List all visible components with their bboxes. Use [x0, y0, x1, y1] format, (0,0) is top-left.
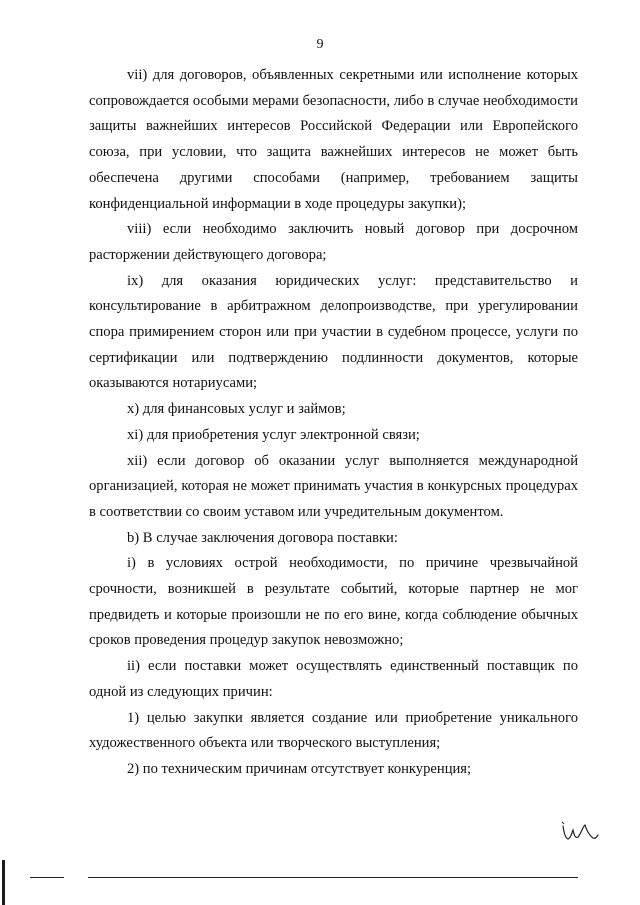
scan-edge-mark: [2, 860, 5, 905]
footer-rule-left: [30, 877, 64, 878]
paragraph-i: i) в условиях острой необходимости, по причине чрезвычайной срочности, возникшей в результате событий, которые партнер не мог предвидеть и которые произошли не по его вине, когда соблюдение обычных сроков проведения процедур закупок невозможно;: [89, 555, 578, 649]
initials-signature: [560, 820, 600, 844]
paragraph-b: b) В случае заключения договора поставки:: [127, 529, 398, 546]
footer-rule: [88, 877, 578, 878]
paragraph-ix: ix) для оказания юридических услуг: представительство и консультирование в арбитражном делопроизводстве, при урегулировании спора примирением сторон или при участии в судебном процессе, услуги по сертификации или подтверждению подлинности документов, которые оказываются нотариусами;: [89, 272, 578, 392]
document-body: [89, 63, 578, 783]
paragraph-vii: vii) для договоров, объявленных секретными или исполнение которых сопровождается особыми мерами безопасности, либо в случае необходимости защиты важнейших интересов Российской Федерации или Европейского союза, при условии, что защита важнейших интересов не может быть обеспечена другими способами (например, требованием защиты конфиденциальной информации в ходе процедуры закупки);: [89, 67, 578, 212]
paragraph-ii: ii) если поставки может осуществлять единственный поставщик по одной из следующих причин:: [89, 658, 578, 700]
page-number: 9: [316, 37, 324, 52]
paragraph-x: x) для финансовых услуг и займов;: [127, 401, 346, 418]
paragraph-1: 1) целью закупки является создание или приобретение уникального художественного объекта или творческого выступления;: [89, 709, 578, 752]
paragraph-xi: xi) для приобретения услуг электронной связи;: [127, 426, 420, 443]
paragraph-viii: viii) если необходимо заключить новый договор при досрочном расторжении действующего договора;: [89, 221, 578, 263]
paragraph-2: 2) по техническим причинам отсутствует конкуренция;: [127, 760, 472, 777]
paragraph-xii: xii) если договор об оказании услуг выполняется международной организацией, которая не может принимать участия в конкурсных процедурах в соответствии со своим уставом или учредительным документом.: [89, 452, 578, 520]
